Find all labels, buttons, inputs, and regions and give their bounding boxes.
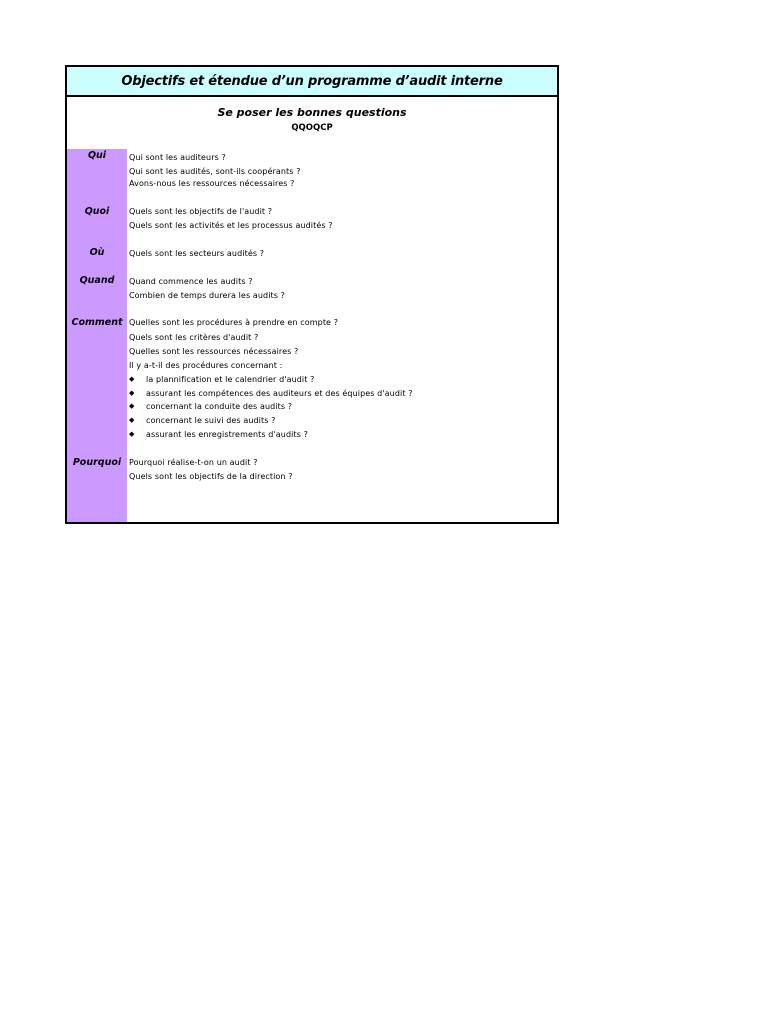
diamond-bullet-icon: ◆ bbox=[129, 416, 135, 424]
keyword-comment: Comment bbox=[71, 317, 123, 328]
question-line: Quels sont les critères d'audit ? bbox=[129, 333, 259, 342]
subtitle-acronym: QQOQCP bbox=[291, 123, 333, 133]
bullet-item: concernant le suivi des audits ? bbox=[146, 416, 276, 425]
keyword-ou: Où bbox=[89, 247, 105, 258]
subtitle: Se poser les bonnes questions bbox=[217, 106, 407, 119]
diamond-bullet-icon: ◆ bbox=[129, 375, 135, 383]
question-line: Quels sont les activités et les processus audités ? bbox=[129, 221, 333, 230]
bullet-item: la plannification et le calendrier d'audit ? bbox=[146, 375, 315, 384]
keyword-pourquoi: Pourquoi bbox=[72, 457, 122, 468]
question-line: Avons-nous les ressources nécessaires ? bbox=[129, 179, 295, 188]
question-line: Pourquoi réalise-t-on un audit ? bbox=[129, 458, 258, 467]
bullet-item: assurant les compétences des auditeurs et des équipes d'audit ? bbox=[146, 389, 413, 398]
keyword-quoi: Quoi bbox=[84, 206, 110, 217]
question-line: Quelles sont les procédures à prendre en compte ? bbox=[129, 318, 339, 327]
question-line: Quelles sont les ressources nécessaires ? bbox=[129, 347, 299, 356]
question-line: Il y a-t-il des procédures concernant : bbox=[129, 361, 283, 370]
bullet-item: assurant les enregistrements d'audits ? bbox=[146, 430, 308, 439]
table-title: Objectifs et étendue d’un programme d’audit interne bbox=[67, 67, 557, 97]
audit-program-table bbox=[65, 65, 559, 524]
diamond-bullet-icon: ◆ bbox=[129, 389, 135, 397]
question-line: Combien de temps durera les audits ? bbox=[129, 291, 286, 300]
keyword-qui: Qui bbox=[87, 150, 107, 161]
keyword-quand: Quand bbox=[79, 275, 115, 286]
diamond-bullet-icon: ◆ bbox=[129, 402, 135, 410]
question-line: Quels sont les objectifs de la direction ? bbox=[129, 472, 293, 481]
diamond-bullet-icon: ◆ bbox=[129, 430, 135, 438]
question-line: Qui sont les auditeurs ? bbox=[129, 153, 226, 162]
question-line: Quels sont les secteurs audités ? bbox=[129, 249, 265, 258]
question-line: Quand commence les audits ? bbox=[129, 277, 253, 286]
question-line: Quels sont les objectifs de l'audit ? bbox=[129, 207, 273, 216]
bullet-item: concernant la conduite des audits ? bbox=[146, 402, 293, 411]
question-line: Qui sont les audités, sont-ils coopérants ? bbox=[129, 167, 301, 176]
